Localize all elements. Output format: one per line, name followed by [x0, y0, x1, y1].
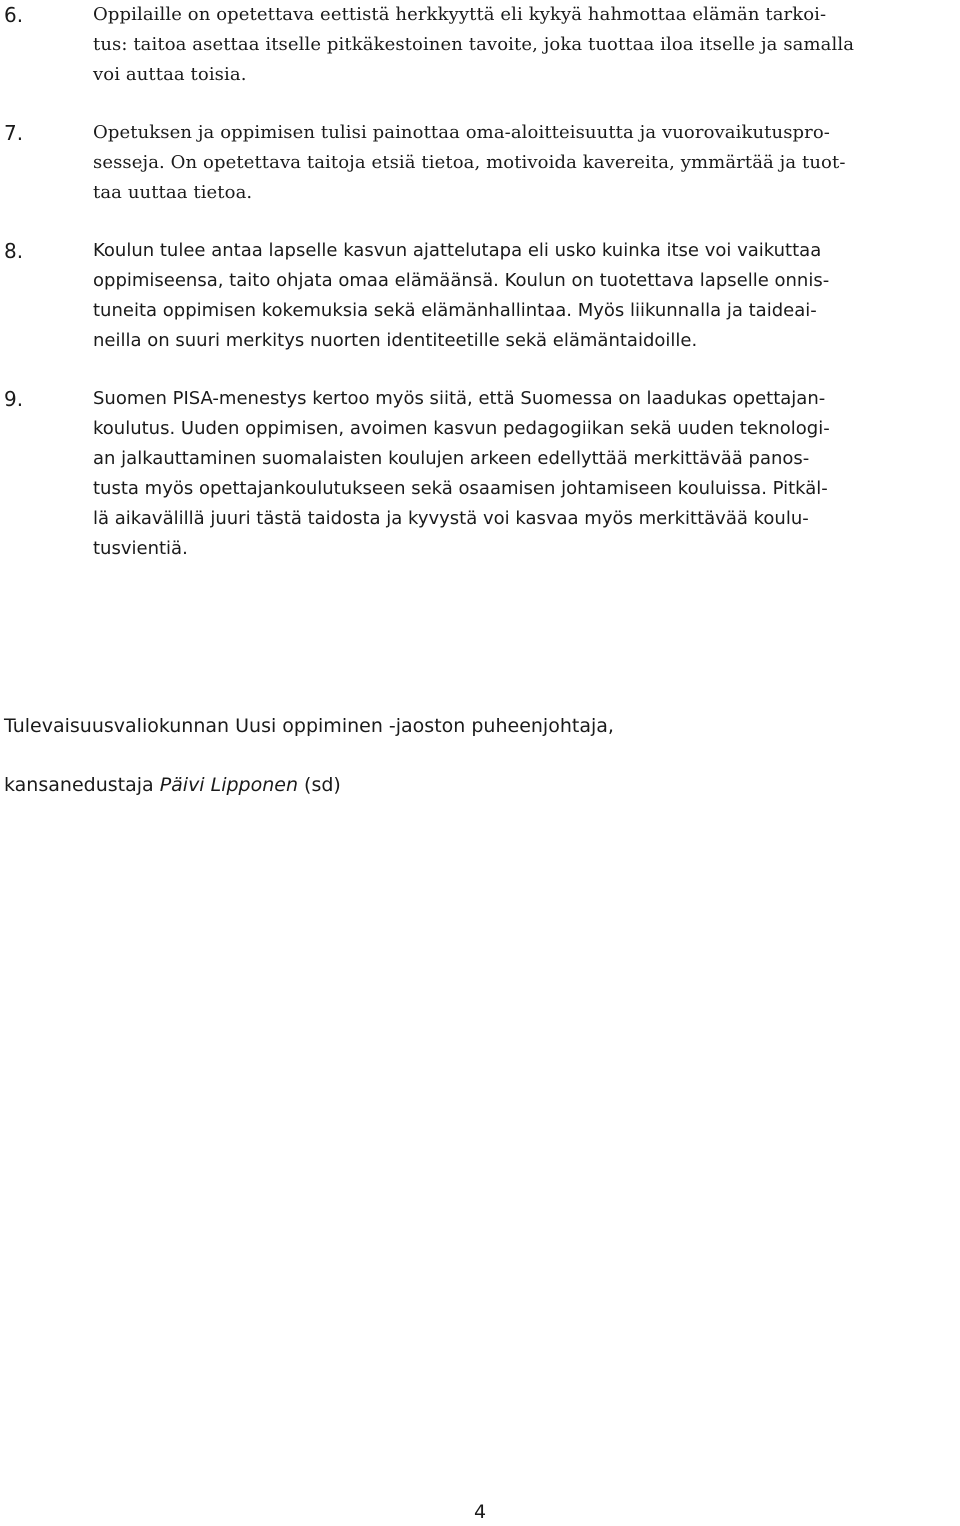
text-line: tuneita oppimisen kokemuksia sekä elämänhallintaa. Myös liikunnalla ja taideai- — [93, 300, 817, 321]
text-line: lä aikavälillä juuri tästä taidosta ja kyvystä voi kasvaa myös merkittävää koulu- — [93, 508, 809, 529]
text-line: tusvientiä. — [93, 538, 188, 559]
text-line: koulutus. Uuden oppimisen, avoimen kasvun pedagogiikan sekä uuden teknologi- — [93, 418, 830, 439]
list-item-number: 7. — [4, 121, 24, 145]
text-line: sesseja. On opetettava taitoja etsiä tietoa, motivoida kavereita, ymmärtää ja tuot- — [93, 152, 846, 173]
list-item-number: 6. — [4, 3, 24, 27]
signature-title: Tulevaisuusvaliokunnan Uusi oppiminen -jaoston puheenjohtaja, — [4, 715, 614, 737]
list-item-text — [93, 236, 955, 356]
signature-line — [4, 770, 341, 800]
text-line: taa uuttaa tietoa. — [93, 182, 253, 203]
signature-role: kansanedustaja — [4, 774, 160, 796]
text-line: Oppilaille on opetettava eettistä herkkyyttä eli kykyä hahmottaa elämän tarkoi- — [93, 4, 827, 25]
list-item-text — [93, 118, 955, 208]
list-item-number: 8. — [4, 239, 24, 263]
text-line: tusta myös opettajankoulutukseen sekä osaamisen johtamiseen kouluissa. Pitkäl- — [93, 478, 828, 499]
signature-name: Päivi Lipponen — [159, 774, 299, 796]
text-line: Koulun tulee antaa lapselle kasvun ajattelutapa eli usko kuinka itse voi vaikuttaa — [93, 240, 822, 261]
text-line: an jalkauttaminen suomalaisten koulujen arkeen edellyttää merkittävää panos- — [93, 448, 810, 469]
page-number: 4 — [473, 1501, 487, 1523]
text-line: tus: taitoa asettaa itselle pitkäkestoinen tavoite, joka tuottaa iloa itselle ja samalla — [93, 34, 855, 55]
text-line: neilla on suuri merkitys nuorten identiteetille sekä elämäntaidoille. — [93, 330, 698, 351]
list-item-text — [93, 0, 955, 90]
text-line: oppimiseensa, taito ohjata omaa elämäänsä. Koulun on tuotettava lapselle onnis- — [93, 270, 830, 291]
signature-party: (sd) — [298, 774, 341, 796]
text-line: Opetuksen ja oppimisen tulisi painottaa oma-aloitteisuutta ja vuorovaikutuspro- — [93, 122, 830, 143]
list-item-number: 9. — [4, 387, 24, 411]
list-item-text — [93, 384, 955, 564]
text-line: Suomen PISA-menestys kertoo myös siitä, että Suomessa on laadukas opettajan- — [93, 388, 826, 409]
text-line: voi auttaa toisia. — [93, 64, 247, 85]
